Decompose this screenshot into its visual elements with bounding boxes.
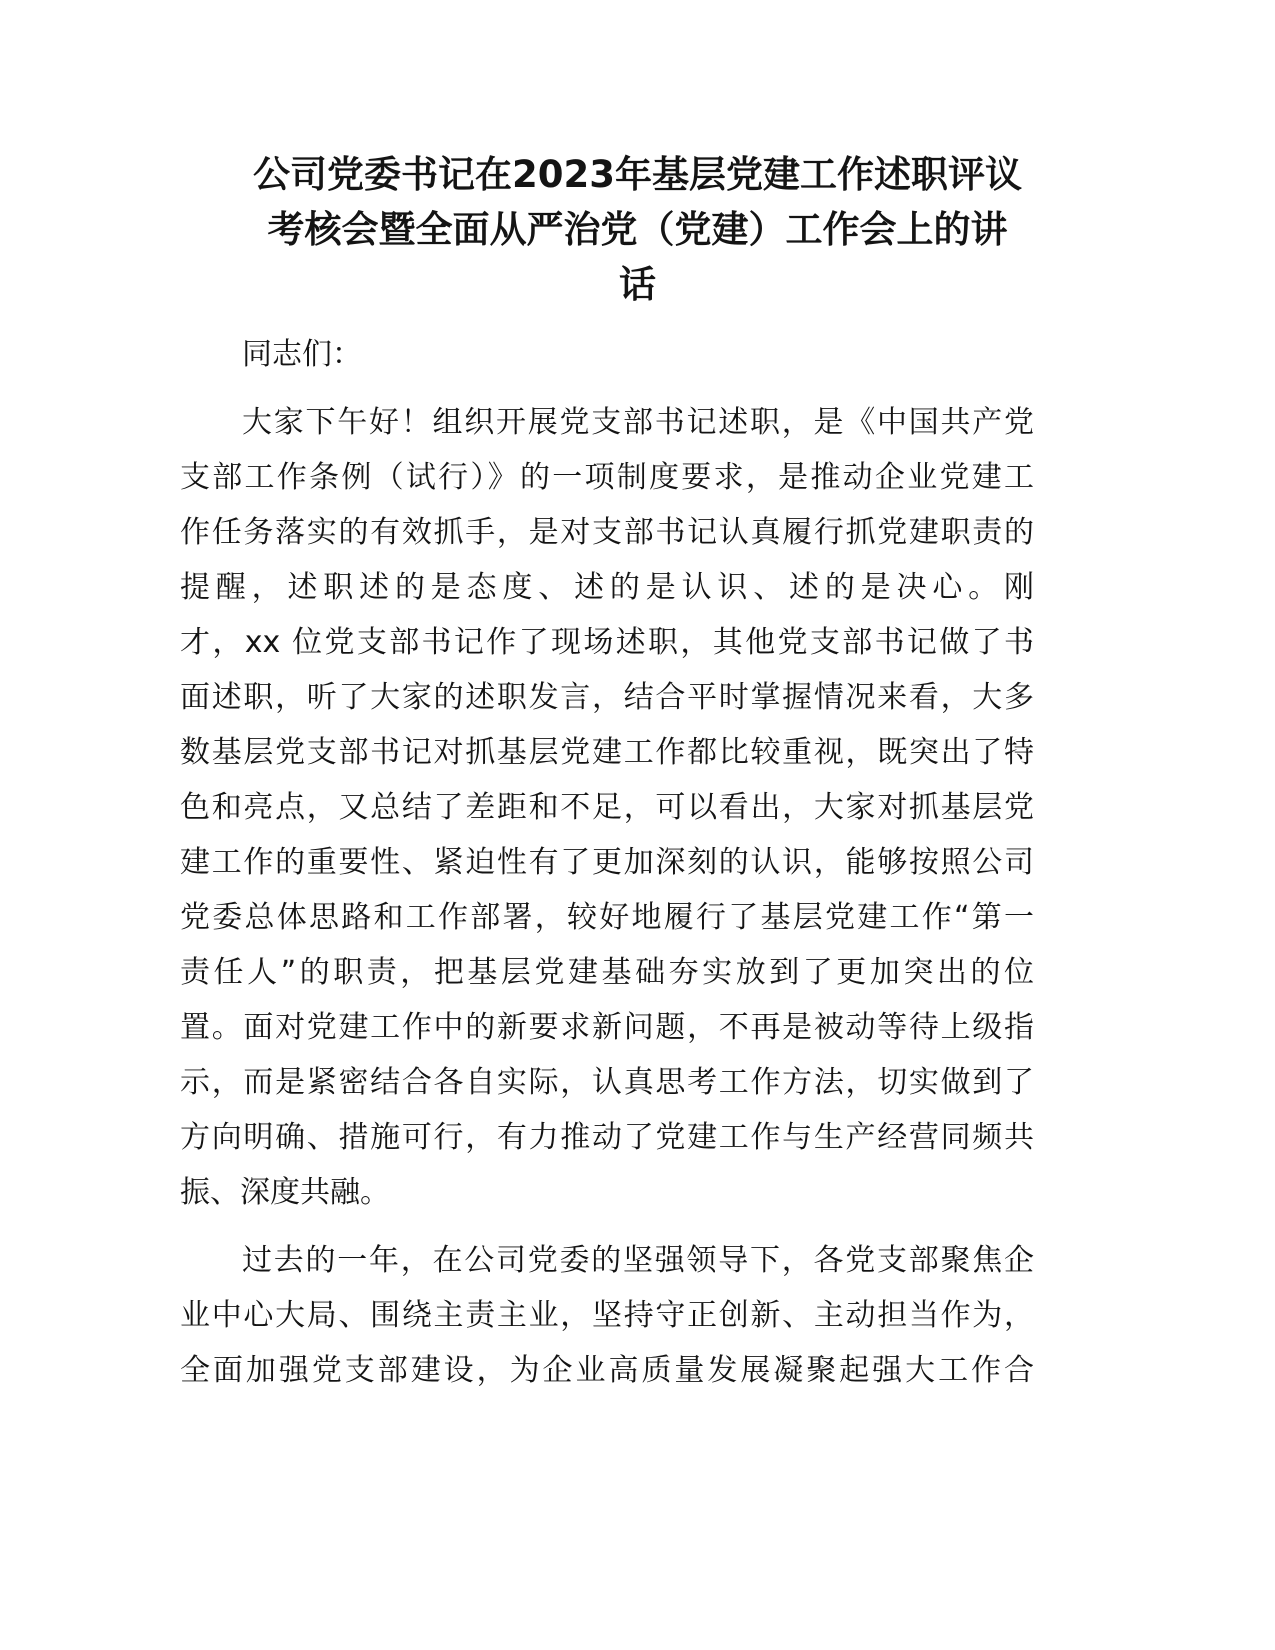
paragraph-line: 示，而是紧密结合各自实际，认真思考工作方法，切实做到了 xyxy=(180,1065,1034,1100)
paragraph-line: 色和亮点，又总结了差距和不足，可以看出，大家对抓基层党 xyxy=(180,790,1034,825)
paragraph-line: 方向明确、措施可行，有力推动了党建工作与生产经营同频共 xyxy=(180,1120,1034,1155)
paragraph-line: 建工作的重要性、紧迫性有了更加深刻的认识，能够按照公司 xyxy=(180,845,1034,880)
paragraph-line: 业中心大局、围绕主责主业，坚持守正创新、主动担当作为， xyxy=(180,1298,1034,1333)
paragraph-line: 才，xx 位党支部书记作了现场述职，其他党支部书记做了书 xyxy=(180,625,1034,660)
paragraph-line: 全面加强党支部建设，为企业高质量发展凝聚起强大工作合 xyxy=(180,1353,1034,1388)
document-title xyxy=(0,147,1275,312)
title-line: 公司党委书记在2023年基层党建工作述职评议 xyxy=(253,153,1022,196)
paragraph-line: 振、深度共融。 xyxy=(180,1175,390,1210)
salutation: 同志们： xyxy=(242,337,362,372)
paragraph-line: 大家下午好！组织开展党支部书记述职，是《中国共产党 xyxy=(242,405,1034,440)
paragraph-line: 责任人”的职责，把基层党建基础夯实放到了更加突出的位 xyxy=(180,955,1034,990)
paragraph-line: 提醒，述职述的是态度、述的是认识、述的是决心。刚 xyxy=(180,570,1034,605)
paragraph xyxy=(180,1233,1034,1398)
paragraph-line: 党委总体思路和工作部署，较好地履行了基层党建工作“第一 xyxy=(180,900,1034,935)
title-line: 话 xyxy=(619,263,656,306)
paragraph-line: 作任务落实的有效抓手，是对支部书记认真履行抓党建职责的 xyxy=(180,515,1034,550)
paragraph-line: 数基层党支部书记对抓基层党建工作都比较重视，既突出了特 xyxy=(180,735,1034,770)
title-line: 考核会暨全面从严治党（党建）工作会上的讲 xyxy=(267,208,1008,251)
paragraph xyxy=(180,395,1034,1220)
paragraph-line: 过去的一年，在公司党委的坚强领导下，各党支部聚焦企 xyxy=(242,1243,1034,1278)
paragraph-line: 置。面对党建工作中的新要求新问题，不再是被动等待上级指 xyxy=(180,1010,1034,1045)
paragraph-line: 支部工作条例（试行）》的一项制度要求，是推动企业党建工 xyxy=(180,460,1034,495)
document-body xyxy=(180,327,1034,1411)
paragraph-line: 面述职，听了大家的述职发言，结合平时掌握情况来看，大多 xyxy=(180,680,1034,715)
